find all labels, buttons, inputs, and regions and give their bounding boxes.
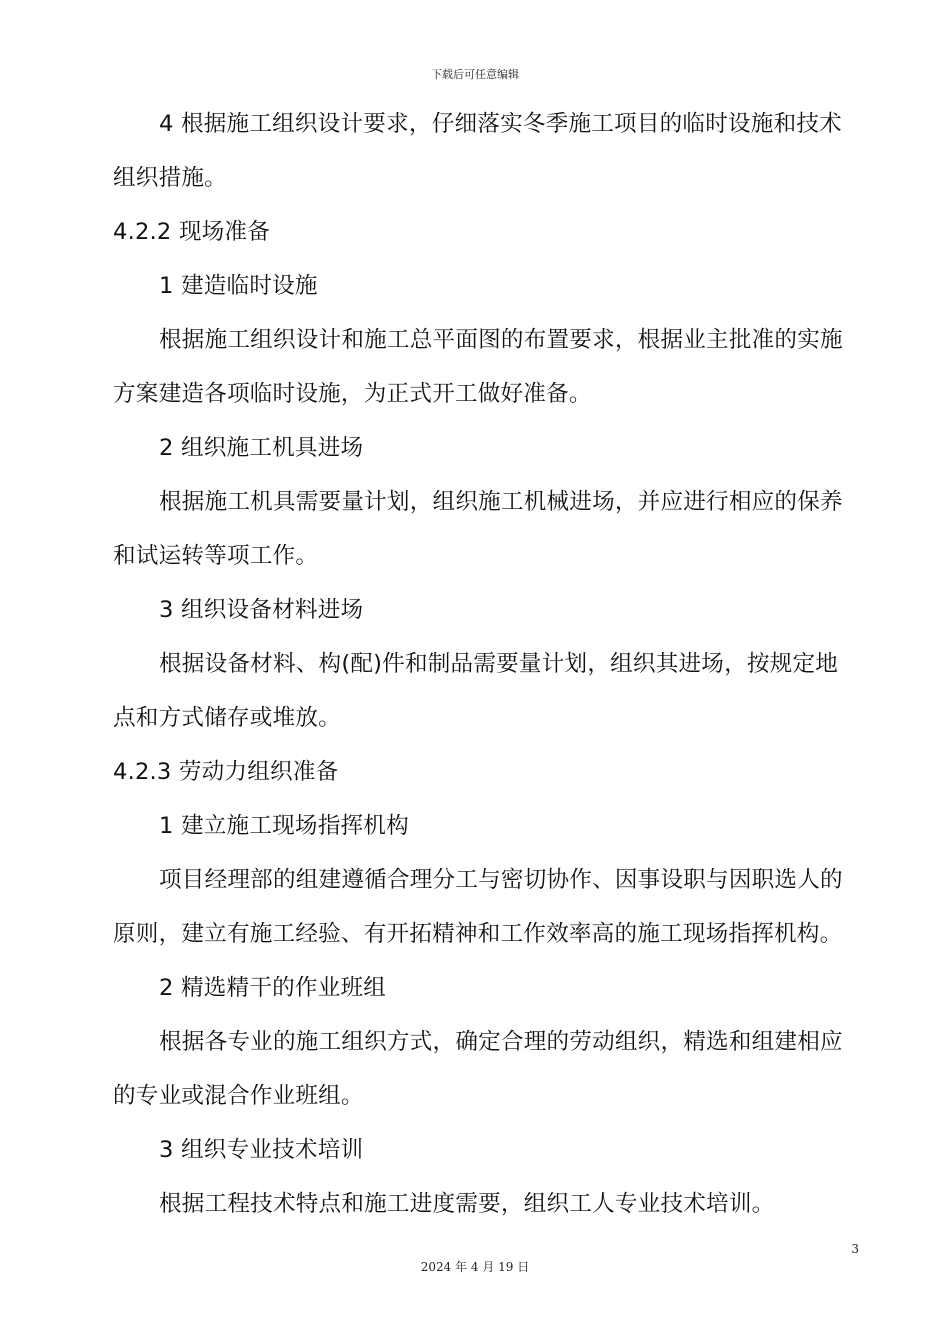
subsection-heading: 2 精选精干的作业班组 [159,975,387,1001]
body-line: 原则，建立有施工经验、有开拓精神和工作效率高的施工现场指挥机构。 [113,921,843,947]
subsection-heading: 1 建造临时设施 [159,273,318,299]
section-heading: 4.2.3 劳动力组织准备 [113,759,339,785]
body-line: 点和方式储存或堆放。 [113,705,341,731]
section-heading: 4.2.2 现场准备 [113,219,271,245]
body-line: 根据施工机具需要量计划，组织施工机械进场，并应进行相应的保养 [159,489,843,515]
subsection-heading: 2 组织施工机具进场 [159,435,364,461]
body-line: 根据工程技术特点和施工进度需要，组织工人专业技术培训。 [159,1191,775,1217]
body-line: 组织措施。 [113,165,227,191]
subsection-heading: 1 建立施工现场指挥机构 [159,813,409,839]
body-line: 根据各专业的施工组织方式，确定合理的劳动组织，精选和组建相应 [159,1029,843,1055]
body-line: 根据设备材料、构(配)件和制品需要量计划，组织其进场，按规定地 [159,651,839,677]
body-line: 4 根据施工组织设计要求，仔细落实冬季施工项目的临时设施和技术 [159,111,842,137]
footer-date: 2024 年 4 月 19 日 [420,1260,530,1274]
subsection-heading: 3 组织设备材料进场 [159,597,364,623]
subsection-heading: 3 组织专业技术培训 [159,1137,364,1163]
body-line: 方案建造各项临时设施，为正式开工做好准备。 [113,381,592,407]
body-line: 根据施工组织设计和施工总平面图的布置要求，根据业主批准的实施 [159,327,843,353]
body-line: 项目经理部的组建遵循合理分工与密切协作、因事设职与因职选人的 [159,867,843,893]
body-line: 的专业或混合作业班组。 [113,1083,364,1109]
body-line: 和试运转等项工作。 [113,543,319,569]
page-header: 下载后可任意编辑 [431,68,519,81]
page-number: 3 [851,1242,859,1256]
document-body [113,97,861,1231]
